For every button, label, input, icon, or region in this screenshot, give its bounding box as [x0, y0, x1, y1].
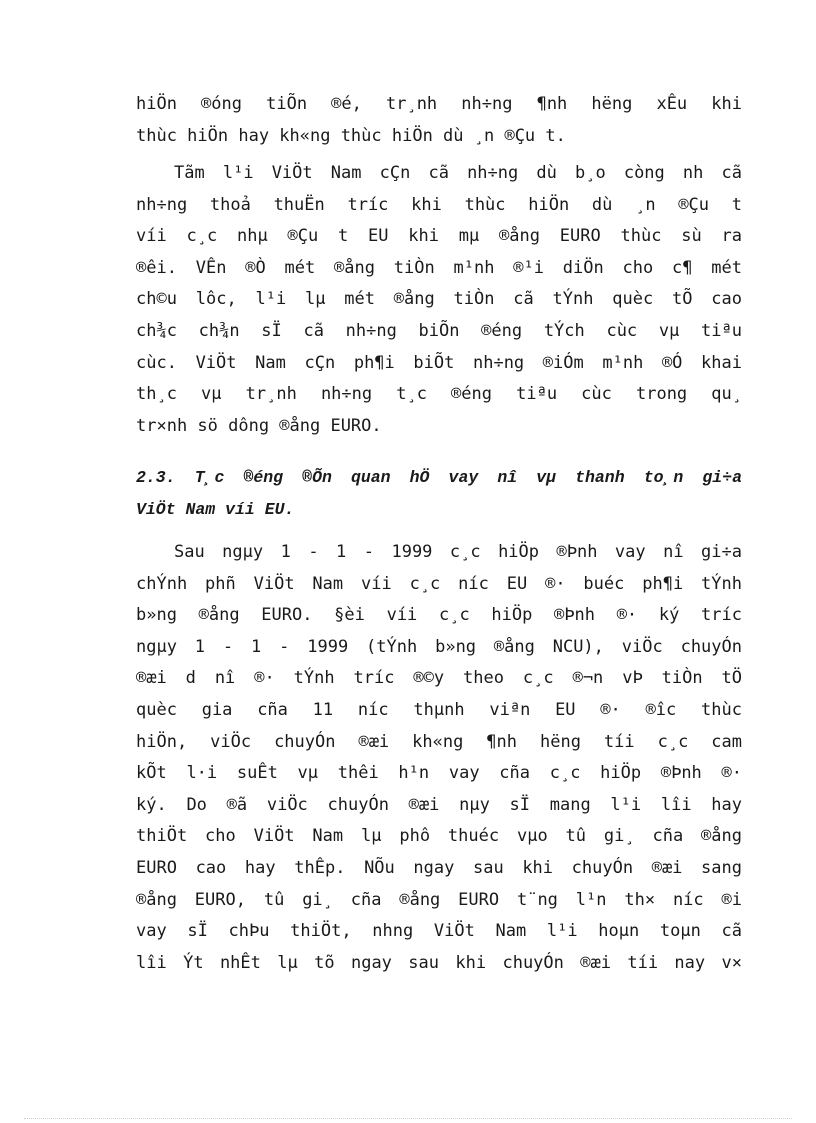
text-line: ®æi d nî ®· tÝnh tríc ®©y theo c¸c ®¬n vÞ tiÒn tÖ: [136, 668, 742, 689]
text-line: kÕt l·i suÊt vµ thêi h¹n vay cña c¸c hiÖp ®Þnh ®·: [136, 763, 742, 784]
text-line: Tãm l¹i ViÖt Nam cÇn cã nh÷ng dù b¸o còng nh cã: [174, 163, 742, 183]
text-line: b»ng ®ång EURO. §èi víi c¸c hiÖp ®Þnh ®· ký tríc: [136, 605, 742, 626]
text-line: ch©u lôc, l¹i lµ mét ®ång tiÒn cã tÝnh quèc tÕ cao: [136, 289, 742, 310]
text-line: víi c¸c nhµ ®Çu t EU khi mµ ®ång EURO thùc sù ra: [136, 226, 742, 247]
heading-line: 2.3. T¸c ®éng ®Õn quan hÖ vay nî vµ thanh to¸n gi÷a: [136, 468, 742, 487]
text-line: quèc gia cña 11 níc thµnh viªn EU ®· ®îc thùc: [136, 699, 742, 720]
text-line: ngµy 1 - 1 - 1999 (tÝnh b»ng ®ång NCU), viÖc chuyÓn: [136, 636, 742, 657]
text-line: Sau ngµy 1 - 1 - 1999 c¸c hiÖp ®Þnh vay nî gi÷a: [174, 542, 742, 562]
text-line: ký. Do ®ã viÖc chuyÓn ®æi nµy sÏ mang l¹i lîi hay: [136, 794, 742, 815]
text-line: tr×nh sö dông ®ång EURO.: [136, 415, 382, 436]
text-line: EURO cao hay thÊp. NÕu ngay sau khi chuyÓn ®æi sang: [136, 857, 742, 878]
section-heading: [136, 462, 742, 525]
text-line: hiÖn, viÖc chuyÓn ®æi kh«ng ¶nh hëng tíi c¸c cam: [136, 731, 742, 752]
paragraph-vietnam-needs: [136, 158, 742, 442]
text-line: nh÷ng thoả thuËn tríc khi thùc hiÖn dù ¸n ®Çu t: [136, 194, 742, 215]
text-line: ®ång EURO, tû gi¸ cña ®ång EURO t¨ng l¹n th× níc ®i: [136, 889, 742, 910]
text-line: thiÖt cho ViÖt Nam lµ phô thuéc vµo tû gi¸ cña ®ång: [136, 826, 742, 847]
text-line: cùc. ViÖt Nam cÇn ph¶i biÕt nh÷ng ®iÓm m¹nh ®Ó khai: [136, 352, 742, 373]
text-line: chÝnh phñ ViÖt Nam víi c¸c níc EU ®· buéc ph¶i tÝnh: [136, 573, 742, 594]
page-bottom-divider: [24, 1118, 792, 1119]
paragraph-loan-agreements: [136, 537, 742, 979]
heading-line: ViÖt Nam víi EU.: [136, 499, 295, 519]
text-line: hiÖn ®óng tiÕn ®é, tr¸nh nh÷ng ¶nh hëng xÊu khi: [136, 94, 742, 114]
text-line: ®êi. VÊn ®Ò mét ®ång tiÒn m¹nh ®¹i diÖn cho c¶ mét: [136, 257, 742, 278]
text-line: lîi Ýt nhÊt lµ tõ ngay sau khi chuyÓn ®æi tíi nay v×: [136, 952, 742, 973]
text-line: th¸c vµ tr¸nh nh÷ng t¸c ®éng tiªu cùc trong qu¸: [136, 384, 742, 405]
text-line: thùc hiÖn hay kh«ng thùc hiÖn dù ¸n ®Çu t.: [136, 125, 566, 146]
paragraph-continuation: [136, 89, 742, 152]
text-line: ch¾c ch¾n sÏ cã nh÷ng biÕn ®éng tÝch cùc vµ tiªu: [136, 320, 742, 341]
text-line: vay sÏ chÞu thiÖt, nhng ViÖt Nam l¹i hoµn toµn cã: [136, 921, 742, 942]
